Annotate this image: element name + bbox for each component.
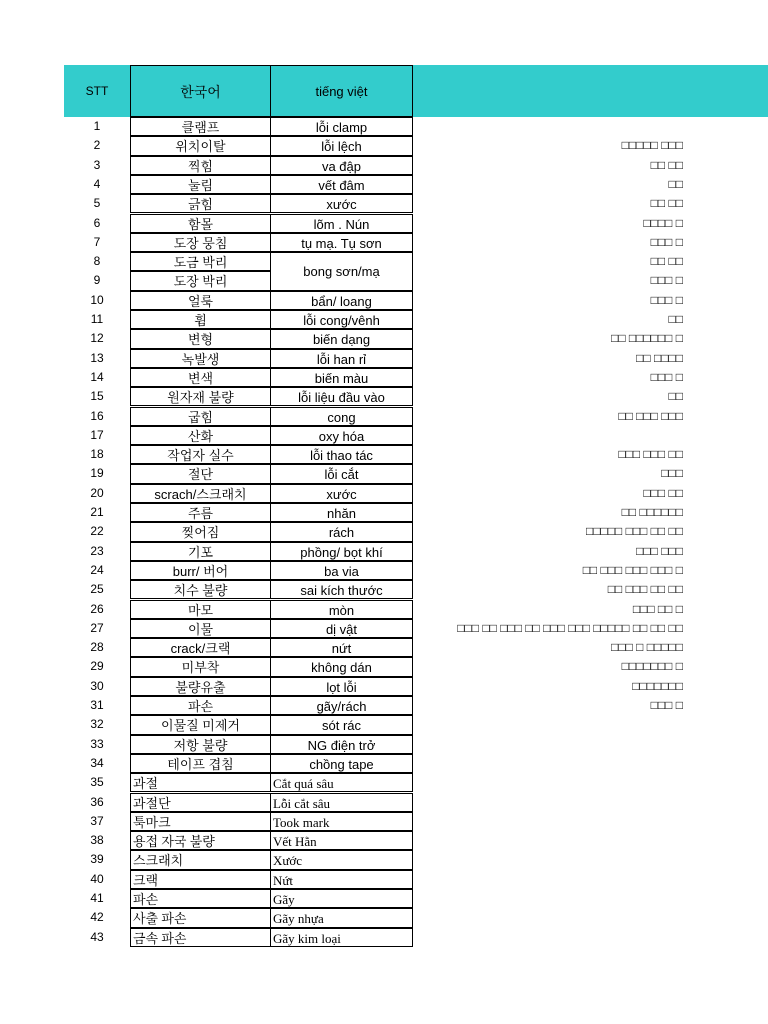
row-stt[interactable]: 28 [90,640,104,655]
row-stt[interactable]: 20 [90,485,104,500]
row-description[interactable]: □□ □□ [650,196,683,211]
row-vietnamese[interactable]: NG điện trở [270,735,413,754]
row-stt[interactable]: 30 [90,678,104,693]
row-vietnamese[interactable]: không dán [270,657,413,676]
row-korean[interactable]: 불량유출 [130,677,271,696]
row-korean[interactable]: 과절 [130,773,271,792]
row-vietnamese[interactable]: oxy hóa [270,426,413,445]
row-korean[interactable]: 녹발생 [130,349,271,368]
row-vietnamese[interactable]: cong [270,407,413,426]
row-vietnamese[interactable]: rách [270,522,413,541]
row-description[interactable]: □□□□□□□ □ [621,659,683,674]
row-description[interactable] [413,928,683,947]
row-vietnamese[interactable]: Gãy kim loại [270,928,413,947]
row-vietnamese[interactable]: biến màu [270,368,413,387]
row-description[interactable]: □□□□□□□ [632,678,683,693]
row-korean[interactable]: 작업자 실수 [130,445,271,464]
row-vietnamese[interactable]: Cắt quá sâu [270,773,413,792]
row-description[interactable]: □□□ □ [650,273,683,288]
row-vietnamese[interactable]: va đập [270,156,413,175]
row-vietnamese[interactable]: ba via [270,561,413,580]
row-korean[interactable]: 함몰 [130,214,271,233]
row-korean[interactable]: 휨 [130,310,271,329]
row-stt[interactable]: 27 [90,620,104,635]
row-description[interactable]: □□ □□ [650,254,683,269]
row-stt[interactable]: 14 [90,369,104,384]
row-description[interactable] [413,831,683,850]
row-stt[interactable]: 43 [90,929,104,944]
row-korean[interactable]: 긁힘 [130,194,271,213]
row-description[interactable]: □□ □□ [650,157,683,172]
row-stt[interactable]: 10 [90,292,104,307]
row-vietnamese[interactable]: Gãy [270,889,413,908]
row-description[interactable] [413,812,683,831]
row-description[interactable]: □□□□□ □□□ [621,138,683,153]
row-korean[interactable]: 굽힘 [130,407,271,426]
row-vietnamese[interactable]: bẩn/ loang [270,291,413,310]
row-vietnamese[interactable]: gãy/rách [270,696,413,715]
row-korean[interactable]: 마모 [130,600,271,619]
row-korean[interactable]: 도장 박리 [130,271,271,290]
row-stt[interactable]: 17 [90,427,104,442]
row-description[interactable]: □□□ □□□ [636,543,683,558]
row-vietnamese[interactable]: nứt [270,638,413,657]
row-description[interactable]: □□ □□□□□□ [621,505,683,519]
row-stt[interactable]: 25 [90,582,104,597]
row-stt[interactable]: 12 [90,331,104,346]
row-stt[interactable]: 18 [90,447,104,462]
row-stt[interactable]: 15 [90,389,104,404]
row-korean[interactable]: 과절단 [130,793,271,812]
row-stt[interactable]: 35 [90,775,104,790]
row-korean[interactable]: 얼룩 [130,291,271,310]
row-vietnamese[interactable]: Gãy nhựa [270,908,413,927]
row-description[interactable]: □□□ [661,466,683,481]
header-vietnamese[interactable]: tiếng việt [270,65,413,117]
row-vietnamese[interactable]: bong sơn/mạ [270,252,413,291]
row-vietnamese[interactable]: Xước [270,850,413,869]
row-stt[interactable]: 32 [90,717,104,732]
row-vietnamese[interactable]: lỗi han rỉ [270,349,413,368]
row-korean[interactable]: burr/ 버어 [130,561,271,580]
row-korean[interactable]: 찍힘 [130,156,271,175]
row-korean[interactable]: 금속 파손 [130,928,271,947]
row-korean[interactable]: 산화 [130,426,271,445]
row-description[interactable] [413,754,683,773]
row-vietnamese[interactable]: tụ mạ. Tụ sơn [270,233,413,252]
row-vietnamese[interactable]: sai kích thước [270,580,413,599]
row-korean[interactable]: 눌림 [130,175,271,194]
row-vietnamese[interactable]: vết đâm [270,175,413,194]
row-korean[interactable]: 절단 [130,464,271,483]
row-korean[interactable]: 미부착 [130,657,271,676]
row-stt[interactable]: 13 [90,350,104,365]
row-stt[interactable]: 7 [93,234,101,249]
row-stt[interactable]: 24 [90,562,104,577]
row-stt[interactable]: 8 [93,254,101,269]
row-description[interactable]: □□ [668,176,683,191]
row-vietnamese[interactable]: lỗi lệch [270,136,413,155]
row-vietnamese[interactable]: Vết Hằn [270,831,413,850]
row-stt[interactable]: 40 [90,871,104,886]
row-vietnamese[interactable]: Lỗi cắt sâu [270,793,413,812]
row-description[interactable]: □□ □□□ □□ □□ [607,582,683,597]
row-korean[interactable]: 툭마크 [130,812,271,831]
row-vietnamese[interactable]: lõm . Nún [270,214,413,233]
row-korean[interactable]: 기포 [130,542,271,561]
row-korean[interactable]: 스크래치 [130,850,271,869]
row-description[interactable] [413,889,683,908]
row-stt[interactable]: 23 [90,543,104,558]
row-korean[interactable]: 클램프 [130,117,271,136]
row-stt[interactable]: 4 [93,176,101,191]
row-description[interactable]: □□ [668,389,683,404]
row-stt[interactable]: 34 [90,755,104,770]
row-stt[interactable]: 1 [93,119,101,133]
row-stt[interactable]: 19 [90,466,104,481]
row-vietnamese[interactable]: nhăn [270,503,413,522]
row-description[interactable] [413,908,683,927]
row-description[interactable]: □□ [668,312,683,326]
row-stt[interactable]: 39 [90,852,104,867]
row-korean[interactable]: 이물 [130,619,271,638]
row-description[interactable]: □□□ □□ □□□ □□ □□□ □□□ □□□□□ □□ □□ □□ [457,620,683,635]
row-description[interactable]: □□□□□ □□□ □□ □□ [586,524,683,539]
row-stt[interactable]: 2 [93,138,101,153]
row-vietnamese[interactable]: lọt lỗi [270,677,413,696]
row-description[interactable]: □□ □□□ □□□ [618,408,683,423]
row-stt[interactable]: 21 [90,505,104,519]
row-stt[interactable]: 9 [93,273,101,288]
row-korean[interactable]: 변색 [130,368,271,387]
row-vietnamese[interactable]: Nứt [270,870,413,889]
row-description[interactable] [413,715,683,734]
row-vietnamese[interactable]: lỗi liệu đầu vào [270,387,413,406]
row-stt[interactable]: 42 [90,910,104,925]
row-vietnamese[interactable]: phồng/ bọt khí [270,542,413,561]
row-description[interactable] [413,793,683,812]
row-stt[interactable]: 3 [93,157,101,172]
header-stt[interactable]: STT [85,84,109,98]
row-description[interactable]: □□□ □ [650,292,683,307]
header-korean[interactable]: 한국어 [130,65,271,117]
row-description[interactable] [413,870,683,889]
row-description[interactable]: □□ □□□□ [636,350,683,365]
row-stt[interactable]: 41 [90,891,104,905]
row-vietnamese[interactable]: lỗi clamp [270,117,413,136]
row-description[interactable]: □□□ □□□ □□ [618,447,683,462]
row-description[interactable]: □□□□ □ [643,215,683,230]
row-korean[interactable]: scrach/스크래치 [130,484,271,503]
row-korean[interactable]: 저항 불량 [130,735,271,754]
row-vietnamese[interactable]: chồng tape [270,754,413,773]
row-korean[interactable]: 주름 [130,503,271,522]
row-description[interactable]: □□□ □□ □ [632,601,683,616]
row-description[interactable]: □□□ □□ [643,485,683,500]
row-vietnamese[interactable]: dị vật [270,619,413,638]
row-description[interactable] [413,117,683,136]
row-korean[interactable]: 크랙 [130,870,271,889]
row-korean[interactable]: 파손 [130,889,271,908]
row-stt[interactable]: 37 [90,813,104,828]
row-korean[interactable]: 사출 파손 [130,908,271,927]
row-description[interactable]: □□□ □ [650,369,683,384]
row-vietnamese[interactable]: lỗi thao tác [270,445,413,464]
row-description[interactable]: □□ □□□ □□□ □□□ □ [582,562,683,577]
row-description[interactable]: □□□ □ [650,698,683,712]
row-vietnamese[interactable]: xước [270,484,413,503]
row-stt[interactable]: 6 [93,215,101,230]
row-stt[interactable]: 38 [90,833,104,848]
row-korean[interactable]: 파손 [130,696,271,715]
row-korean[interactable]: 이물질 미제거 [130,715,271,734]
row-vietnamese[interactable]: lỗi cong/vênh [270,310,413,329]
row-description[interactable] [413,735,683,754]
row-stt[interactable]: 33 [90,736,104,751]
header-description[interactable] [413,65,768,117]
row-korean[interactable]: 테이프 겹침 [130,754,271,773]
row-vietnamese[interactable]: lỗi cắt [270,464,413,483]
row-stt[interactable]: 22 [90,524,104,539]
row-description[interactable] [413,773,683,792]
row-korean[interactable]: 찢어짐 [130,522,271,541]
row-korean[interactable]: 치수 불량 [130,580,271,599]
row-korean[interactable]: 위치이탈 [130,136,271,155]
row-stt[interactable]: 26 [90,601,104,616]
row-korean[interactable]: 용접 자국 불량 [130,831,271,850]
row-stt[interactable]: 36 [90,794,104,809]
row-korean[interactable]: 도금 박리 [130,252,271,271]
row-description[interactable] [413,850,683,869]
row-vietnamese[interactable]: Took mark [270,812,413,831]
row-stt[interactable]: 11 [90,312,104,326]
row-vietnamese[interactable]: sót rác [270,715,413,734]
row-stt[interactable]: 5 [93,196,101,211]
row-vietnamese[interactable]: xước [270,194,413,213]
row-stt[interactable]: 29 [90,659,104,674]
row-stt[interactable]: 31 [90,698,104,712]
row-korean[interactable]: crack/크랙 [130,638,271,657]
row-vietnamese[interactable]: mòn [270,600,413,619]
row-description[interactable] [413,426,683,445]
row-description[interactable]: □□□ □ □□□□□ [611,640,683,655]
row-korean[interactable]: 변형 [130,329,271,348]
row-vietnamese[interactable]: biến dạng [270,329,413,348]
row-korean[interactable]: 원자재 불량 [130,387,271,406]
row-description[interactable]: □□□ □ [650,234,683,249]
row-korean[interactable]: 도장 뭉침 [130,233,271,252]
row-stt[interactable]: 16 [90,408,104,423]
row-description[interactable]: □□ □□□□□□ □ [611,331,683,346]
